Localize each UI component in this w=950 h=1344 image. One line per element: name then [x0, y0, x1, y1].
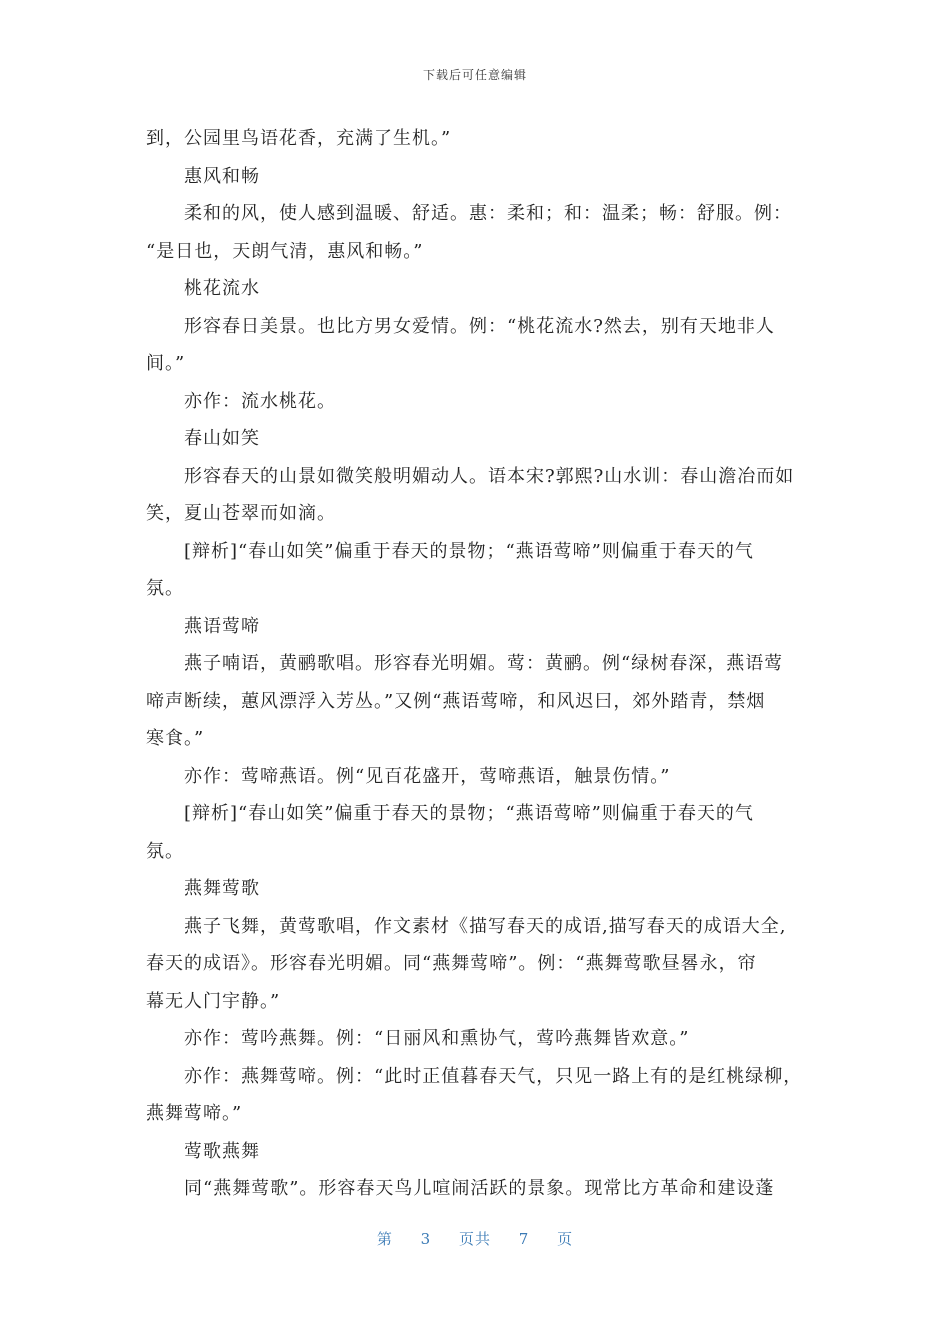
text-line: 燕舞莺啼。”: [146, 1103, 243, 1124]
footer-total-pages: 7: [518, 1230, 530, 1248]
footer-page-number: 3: [420, 1230, 432, 1248]
text-line: 笑，夏山苍翠而如滴。: [146, 503, 336, 524]
text-line: 寒食。”: [146, 728, 205, 749]
text-line: 间。”: [146, 353, 186, 374]
text-line: 春山如笑: [184, 428, 260, 449]
page-footer: [0, 1228, 950, 1249]
document-body: [146, 120, 806, 1208]
text-line: “是日也，天朗气清，惠风和畅。”: [146, 240, 424, 262]
text-line: [辩析]“春山如笑”偏重于春天的景物；“燕语莺啼”则偏重于春天的气: [184, 540, 754, 562]
footer-prefix: 第: [376, 1230, 393, 1248]
text-line: 柔和的风，使人感到温暖、舒适。惠：柔和；和：温柔；畅：舒服。例：: [184, 203, 792, 224]
text-line: 燕子飞舞，黄莺歌唱，作文素材《描写春天的成语,描写春天的成语大全,: [184, 915, 787, 937]
text-line: 燕子喃语，黄鹂歌唱。形容春光明媚。莺：黄鹂。例“绿树春深，燕语莺: [184, 653, 784, 674]
text-line: 形容春日美景。也比方男女爱情。例：“桃花流水?然去，别有天地非人: [184, 315, 775, 337]
text-line: 惠风和畅: [184, 165, 260, 187]
text-line: 亦作：莺啼燕语。例“见百花盛开，莺啼燕语，触景伤情。”: [184, 765, 671, 787]
text-line: 桃花流水: [184, 278, 260, 299]
text-line: 啼声断续，蕙风漂浮入芳丛。”又例“燕语莺啼，和风迟曰，郊外踏青，禁烟: [146, 690, 766, 712]
text-line: 亦作：流水桃花。: [184, 390, 336, 412]
text-line: 亦作：莺吟燕舞。例：“日丽风和熏协气，莺吟燕舞皆欢意。”: [184, 1028, 690, 1049]
text-line: 燕舞莺歌: [184, 878, 260, 899]
text-line: 幕无人门宇静。”: [146, 990, 281, 1012]
text-line: 莺歌燕舞: [184, 1140, 260, 1162]
text-line: 到，公园里鸟语花香，充满了生机。”: [146, 128, 452, 149]
text-line: 春天的成语》。形容春光明媚。同“燕舞莺啼”。例：“燕舞莺歌昼晷永，帘: [146, 953, 757, 974]
text-line: 同“燕舞莺歌”。形容春天鸟儿喧闹活跃的景象。现常比方革命和建设蓬: [184, 1178, 775, 1199]
text-line: 形容春天的山景如微笑般明媚动人。语本宋?郭熙?山水训：春山澹冶而如: [184, 465, 795, 487]
page-header-note: 下载后可任意编辑: [422, 68, 527, 82]
text-line: 燕语莺啼: [184, 615, 260, 637]
text-line: 氛。: [146, 578, 184, 599]
text-line: 亦作：燕舞莺啼。例：“此时正值暮春天气，只见一路上有的是红桃绿柳，: [184, 1065, 803, 1087]
text-line: 氛。: [146, 840, 184, 862]
footer-middle: 页共: [458, 1230, 491, 1248]
footer-suffix: 页: [557, 1230, 574, 1248]
text-line: [辩析]“春山如笑”偏重于春天的景物；“燕语莺啼”则偏重于春天的气: [184, 803, 754, 824]
